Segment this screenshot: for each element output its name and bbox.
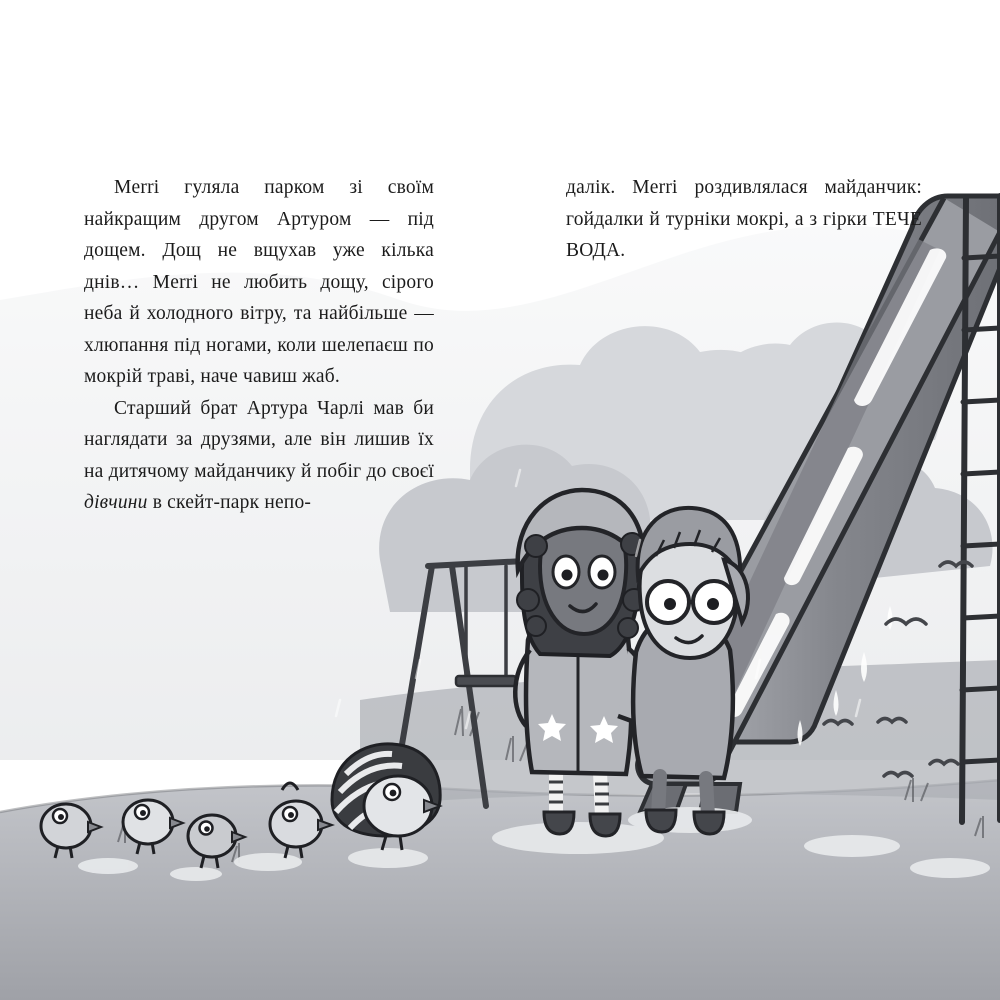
left-paragraph-2-part-2: в скейт-парк непо- — [147, 492, 312, 513]
left-paragraph-1: Merri гуляла парком зі своїм найкращим другом Артуром — під дощем. Дощ не вщухав уже кілька днів… Merri не любить дощу, сірого неба й холодного вітру, та найбільше — хлюпання під ногами, коли шелепаєш по мокрій траві, наче чавиш жаб. — [84, 177, 434, 387]
right-paragraph-1: далік. Merri роздивлялася майданчик: гойдалки й турніки мокрі, а з гірки ТЕЧЕ ВОДА. — [566, 177, 922, 261]
left-text-column — [84, 172, 434, 519]
right-text-column — [566, 172, 922, 267]
left-paragraph-2-italic: дівчини — [84, 492, 148, 513]
left-paragraph-2-part-1: Старший брат Артура Чарлі мав би наглядати за друзями, але він лишив їх на дитячому майданчику й побіг до своєї — [84, 397, 434, 482]
left-paragraph-2 — [84, 393, 434, 519]
